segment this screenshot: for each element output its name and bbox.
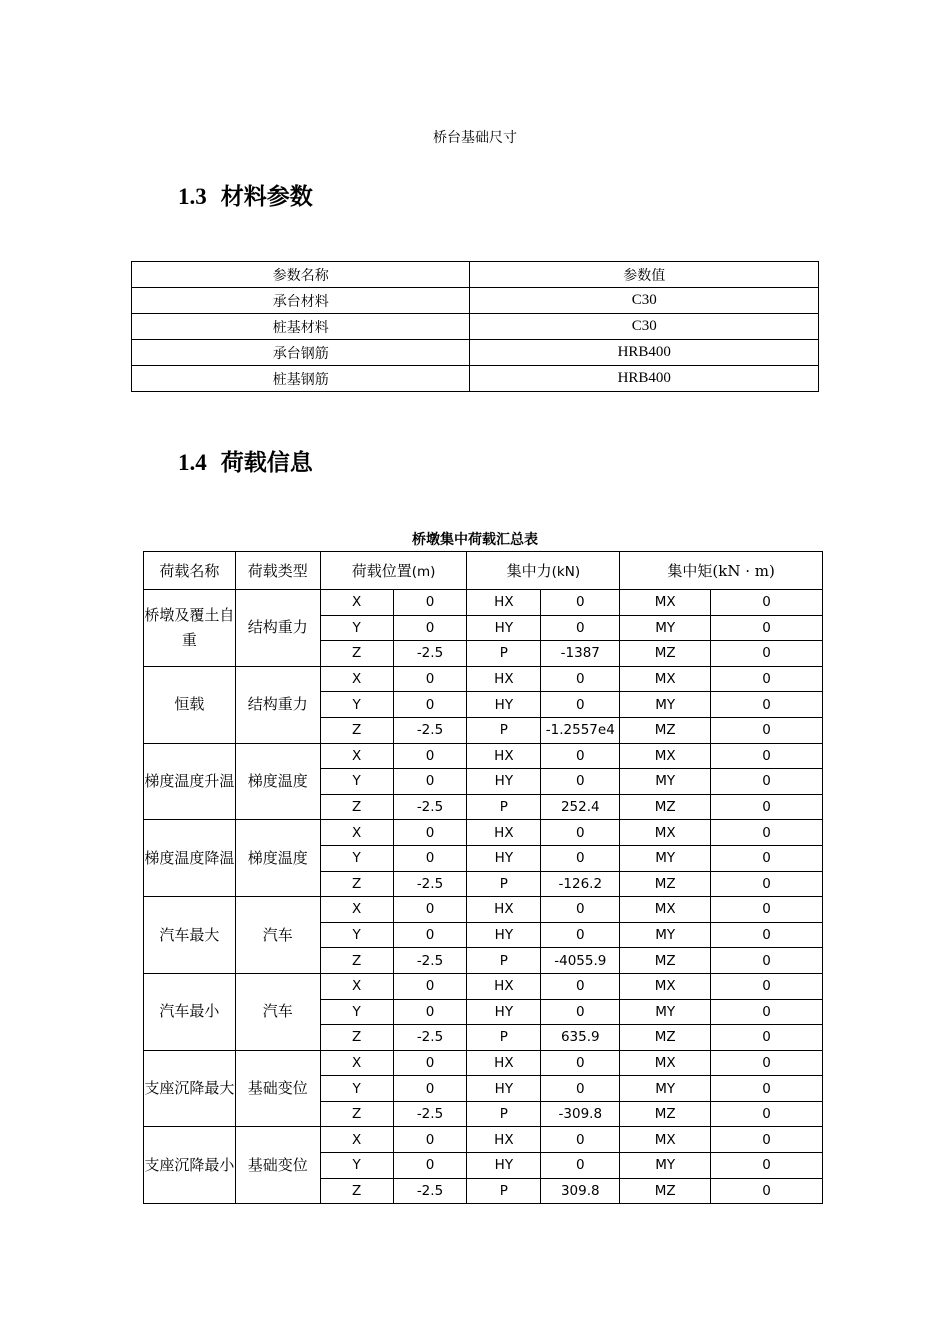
header-load-name: 荷载名称 <box>144 552 236 590</box>
header-cell: 参数名称 <box>132 262 470 288</box>
position-axis: Z <box>320 794 393 820</box>
moment-axis: MY <box>620 1153 711 1179</box>
moment-axis: MZ <box>620 794 711 820</box>
force-value: 309.8 <box>541 1178 620 1204</box>
position-value: -2.5 <box>393 871 467 897</box>
load-type: 结构重力 <box>235 666 320 743</box>
load-name: 支座沉降最小 <box>144 1127 236 1204</box>
load-table <box>143 551 823 1204</box>
moment-axis: MX <box>620 743 711 769</box>
param-value: HRB400 <box>470 366 819 392</box>
force-axis: HX <box>467 666 541 692</box>
position-axis: Y <box>320 692 393 718</box>
moment-axis: MX <box>620 1127 711 1153</box>
table-header-row <box>132 262 819 288</box>
table-row <box>144 897 823 923</box>
force-value: -126.2 <box>541 871 620 897</box>
moment-value: 0 <box>711 1153 823 1179</box>
moment-axis: MY <box>620 769 711 795</box>
force-value: 635.9 <box>541 1025 620 1051</box>
force-value: 0 <box>541 743 620 769</box>
force-value: 0 <box>541 615 620 641</box>
force-axis: HY <box>467 1076 541 1102</box>
load-type: 汽车 <box>235 973 320 1050</box>
table-row <box>144 820 823 846</box>
force-value: 0 <box>541 897 620 923</box>
position-value: -2.5 <box>393 1178 467 1204</box>
load-type: 基础变位 <box>235 1127 320 1204</box>
table-row <box>144 1050 823 1076</box>
moment-axis: MY <box>620 615 711 641</box>
position-axis: X <box>320 973 393 999</box>
position-axis: X <box>320 743 393 769</box>
position-axis: Y <box>320 1076 393 1102</box>
table-row <box>132 288 819 314</box>
position-axis: X <box>320 1127 393 1153</box>
moment-axis: MX <box>620 590 711 616</box>
header-text: 荷载位置 <box>351 562 412 580</box>
force-axis: P <box>467 871 541 897</box>
moment-value: 0 <box>711 666 823 692</box>
load-name: 汽车最小 <box>144 973 236 1050</box>
force-value: 0 <box>541 1153 620 1179</box>
position-axis: Z <box>320 871 393 897</box>
position-value: 0 <box>393 897 467 923</box>
moment-value: 0 <box>711 769 823 795</box>
moment-value: 0 <box>711 641 823 667</box>
load-type: 结构重力 <box>235 590 320 667</box>
moment-value: 0 <box>711 717 823 743</box>
moment-axis: MX <box>620 897 711 923</box>
moment-axis: MZ <box>620 1178 711 1204</box>
moment-value: 0 <box>711 1127 823 1153</box>
load-type: 汽车 <box>235 897 320 974</box>
moment-axis: MZ <box>620 871 711 897</box>
force-axis: HX <box>467 1127 541 1153</box>
position-value: 0 <box>393 845 467 871</box>
force-axis: HX <box>467 743 541 769</box>
moment-value: 0 <box>711 615 823 641</box>
position-value: 0 <box>393 999 467 1025</box>
table-row <box>144 1127 823 1153</box>
position-value: 0 <box>393 590 467 616</box>
force-value: 0 <box>541 1127 620 1153</box>
table-header-row <box>144 552 823 590</box>
position-axis: Y <box>320 769 393 795</box>
force-axis: HX <box>467 897 541 923</box>
moment-axis: MX <box>620 666 711 692</box>
header-unit: (m) <box>411 564 436 580</box>
header-unit: kN · m <box>718 562 770 580</box>
force-axis: HY <box>467 922 541 948</box>
header-moment <box>620 552 823 590</box>
position-value: 0 <box>393 1076 467 1102</box>
position-value: -2.5 <box>393 794 467 820</box>
moment-axis: MY <box>620 692 711 718</box>
section-heading-material <box>178 178 313 211</box>
force-value: 0 <box>541 922 620 948</box>
position-axis: Z <box>320 1178 393 1204</box>
section-number: 1.3 <box>178 184 207 209</box>
position-axis: Y <box>320 845 393 871</box>
table-row <box>144 590 823 616</box>
moment-value: 0 <box>711 871 823 897</box>
header-text: 集中矩( <box>667 562 719 580</box>
moment-value: 0 <box>711 1025 823 1051</box>
section-number: 1.4 <box>178 450 207 475</box>
section-heading-load <box>178 444 313 477</box>
position-axis: Z <box>320 948 393 974</box>
table-row <box>132 366 819 392</box>
force-axis: P <box>467 1178 541 1204</box>
moment-axis: MZ <box>620 1025 711 1051</box>
load-name: 汽车最大 <box>144 897 236 974</box>
moment-value: 0 <box>711 1050 823 1076</box>
moment-value: 0 <box>711 1101 823 1127</box>
position-value: -2.5 <box>393 948 467 974</box>
load-name: 恒载 <box>144 666 236 743</box>
force-axis: P <box>467 717 541 743</box>
param-name: 承台钢筋 <box>132 340 470 366</box>
load-name: 支座沉降最大 <box>144 1050 236 1127</box>
force-value: -1.2557e4 <box>541 717 620 743</box>
table-row <box>132 340 819 366</box>
moment-value: 0 <box>711 1178 823 1204</box>
force-axis: HY <box>467 615 541 641</box>
position-value: 0 <box>393 743 467 769</box>
moment-value: 0 <box>711 973 823 999</box>
position-axis: Y <box>320 922 393 948</box>
force-axis: HX <box>467 1050 541 1076</box>
param-name: 桩基材料 <box>132 314 470 340</box>
moment-axis: MZ <box>620 1101 711 1127</box>
force-value: 0 <box>541 769 620 795</box>
table-row <box>144 666 823 692</box>
moment-axis: MY <box>620 845 711 871</box>
position-value: -2.5 <box>393 641 467 667</box>
force-value: 0 <box>541 1050 620 1076</box>
position-value: 0 <box>393 1050 467 1076</box>
position-axis: Z <box>320 641 393 667</box>
moment-value: 0 <box>711 999 823 1025</box>
table-row <box>132 314 819 340</box>
force-axis: P <box>467 794 541 820</box>
position-value: -2.5 <box>393 1025 467 1051</box>
force-axis: HY <box>467 769 541 795</box>
param-value: HRB400 <box>470 340 819 366</box>
moment-value: 0 <box>711 948 823 974</box>
moment-axis: MZ <box>620 948 711 974</box>
position-value: 0 <box>393 820 467 846</box>
header-unit: (kN) <box>551 564 581 580</box>
moment-value: 0 <box>711 590 823 616</box>
load-type: 梯度温度 <box>235 820 320 897</box>
force-value: -1387 <box>541 641 620 667</box>
force-axis: P <box>467 948 541 974</box>
force-value: 0 <box>541 666 620 692</box>
section-title: 荷载信息 <box>220 449 313 476</box>
table-row <box>144 743 823 769</box>
param-value: C30 <box>470 314 819 340</box>
position-value: 0 <box>393 922 467 948</box>
position-axis: X <box>320 820 393 846</box>
position-axis: Y <box>320 999 393 1025</box>
position-value: -2.5 <box>393 717 467 743</box>
force-value: 0 <box>541 845 620 871</box>
figure-caption: 桥台基础尺寸 <box>433 130 517 146</box>
load-type: 基础变位 <box>235 1050 320 1127</box>
header-text: 集中力 <box>506 562 552 580</box>
material-table <box>131 261 819 392</box>
force-value: 252.4 <box>541 794 620 820</box>
load-table-caption: 桥墩集中荷载汇总表 <box>412 532 538 548</box>
position-axis: X <box>320 897 393 923</box>
force-axis: P <box>467 1025 541 1051</box>
position-value: 0 <box>393 973 467 999</box>
load-name: 桥墩及覆土自重 <box>144 590 236 667</box>
force-axis: HY <box>467 692 541 718</box>
moment-axis: MY <box>620 1076 711 1102</box>
force-value: 0 <box>541 590 620 616</box>
header-load-type: 荷载类型 <box>235 552 320 590</box>
position-axis: Z <box>320 717 393 743</box>
moment-axis: MX <box>620 1050 711 1076</box>
header-force <box>467 552 620 590</box>
position-axis: X <box>320 666 393 692</box>
position-axis: Y <box>320 615 393 641</box>
force-value: 0 <box>541 692 620 718</box>
position-axis: Y <box>320 1153 393 1179</box>
force-value: 0 <box>541 1076 620 1102</box>
moment-value: 0 <box>711 743 823 769</box>
force-axis: HX <box>467 590 541 616</box>
moment-axis: MZ <box>620 641 711 667</box>
moment-value: 0 <box>711 922 823 948</box>
force-axis: HX <box>467 973 541 999</box>
position-axis: Z <box>320 1025 393 1051</box>
moment-value: 0 <box>711 1076 823 1102</box>
force-axis: HY <box>467 845 541 871</box>
force-value: 0 <box>541 999 620 1025</box>
moment-axis: MZ <box>620 717 711 743</box>
param-value: C30 <box>470 288 819 314</box>
param-name: 桩基钢筋 <box>132 366 470 392</box>
moment-value: 0 <box>711 845 823 871</box>
load-name: 梯度温度升温 <box>144 743 236 820</box>
header-load-position <box>320 552 467 590</box>
position-value: 0 <box>393 1153 467 1179</box>
position-axis: X <box>320 590 393 616</box>
header-cell: 参数值 <box>470 262 819 288</box>
position-value: -2.5 <box>393 1101 467 1127</box>
param-name: 承台材料 <box>132 288 470 314</box>
moment-value: 0 <box>711 820 823 846</box>
table-row <box>144 973 823 999</box>
force-axis: HY <box>467 1153 541 1179</box>
position-value: 0 <box>393 666 467 692</box>
position-axis: Z <box>320 1101 393 1127</box>
moment-axis: MX <box>620 820 711 846</box>
force-axis: HX <box>467 820 541 846</box>
force-axis: P <box>467 641 541 667</box>
force-value: 0 <box>541 973 620 999</box>
force-value: -309.8 <box>541 1101 620 1127</box>
position-value: 0 <box>393 1127 467 1153</box>
position-value: 0 <box>393 692 467 718</box>
section-title: 材料参数 <box>220 183 313 210</box>
position-value: 0 <box>393 615 467 641</box>
header-text: ) <box>769 562 775 580</box>
moment-axis: MY <box>620 922 711 948</box>
force-value: 0 <box>541 820 620 846</box>
force-axis: P <box>467 1101 541 1127</box>
moment-value: 0 <box>711 794 823 820</box>
moment-value: 0 <box>711 692 823 718</box>
force-value: -4055.9 <box>541 948 620 974</box>
position-axis: X <box>320 1050 393 1076</box>
moment-axis: MX <box>620 973 711 999</box>
load-type: 梯度温度 <box>235 743 320 820</box>
position-value: 0 <box>393 769 467 795</box>
force-axis: HY <box>467 999 541 1025</box>
load-name: 梯度温度降温 <box>144 820 236 897</box>
moment-axis: MY <box>620 999 711 1025</box>
moment-value: 0 <box>711 897 823 923</box>
